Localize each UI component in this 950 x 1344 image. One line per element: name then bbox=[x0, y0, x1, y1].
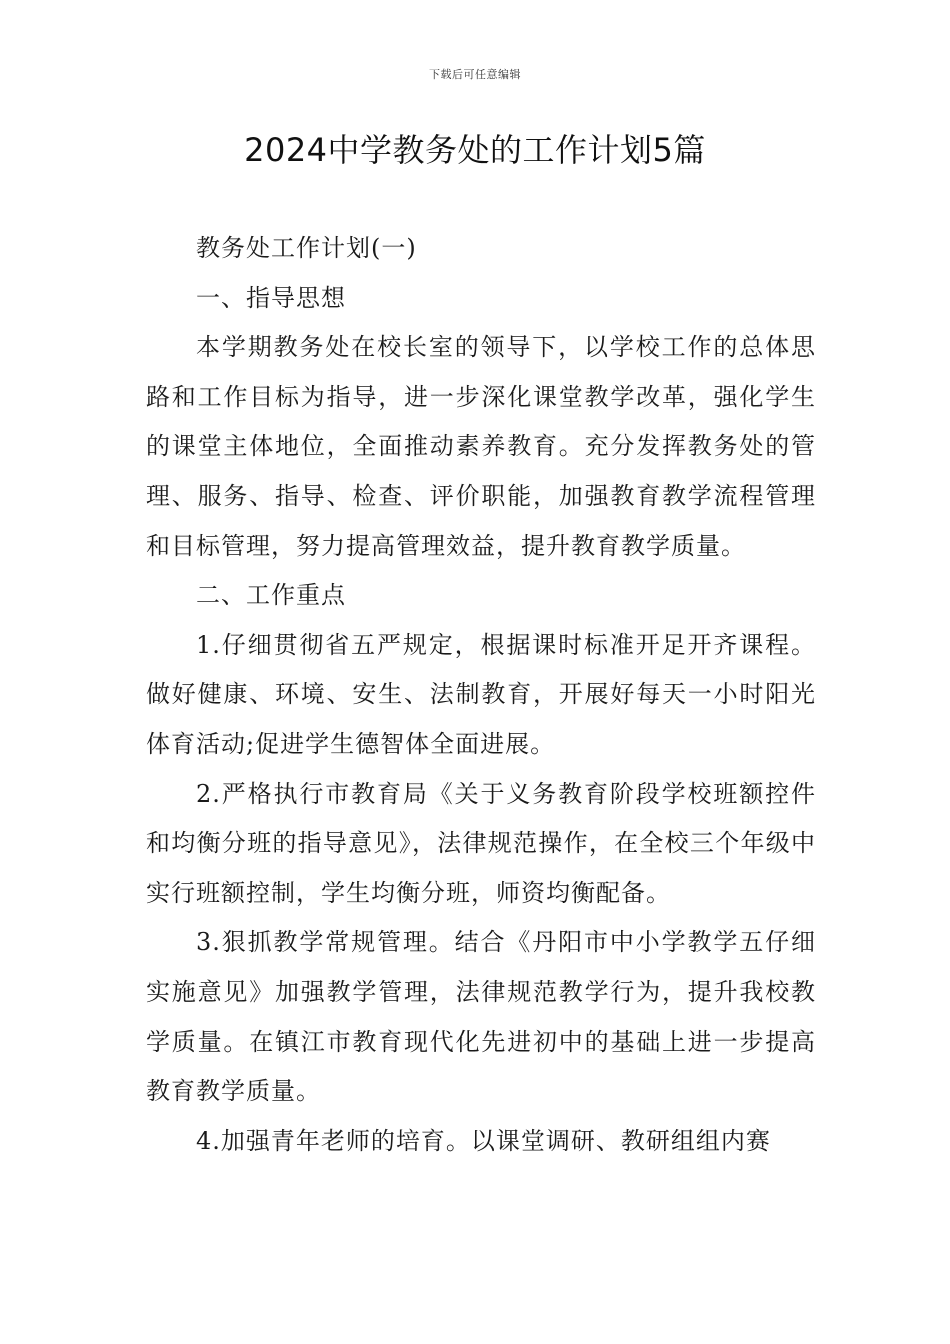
header-note: 下载后可任意编辑 bbox=[429, 68, 521, 81]
section-heading-guiding-thought: 一、指导思想 bbox=[196, 283, 346, 312]
paragraph-item-2: 2.严格执行市教育局《关于义务教育阶段学校班额控件和均衡分班的指导意见》，法律规范操作，在全校三个年级中实行班额控制，学生均衡分班，师资均衡配备。 bbox=[146, 779, 816, 907]
paragraph-guiding-thought: 本学期教务处在校长室的领导下，以学校工作的总体思路和工作目标为指导，进一步深化课堂教学改革，强化学生的课堂主体地位，全面推动素养教育。充分发挥教务处的管理、服务、指导、检查、评价职能，加强教育教学流程管理和目标管理，努力提高管理效益，提升教育教学质量。 bbox=[146, 333, 816, 560]
section-heading-work-focus: 二、工作重点 bbox=[196, 581, 346, 610]
paragraph-item-3: 3.狠抓教学常规管理。结合《丹阳市中小学教学五仔细实施意见》加强教学管理，法律规范教学行为，提升我校教学质量。在镇江市教育现代化先进初中的基础上进一步提高教育教学质量。 bbox=[146, 928, 816, 1106]
paragraph-item-4: 4.加强青年老师的培育。以课堂调研、教研组组内赛 bbox=[196, 1126, 771, 1155]
document-body bbox=[146, 224, 816, 1166]
section-heading-plan-one: 教务处工作计划(一) bbox=[196, 234, 417, 262]
document-title: 2024中学教务处的工作计划5篇 bbox=[244, 131, 706, 169]
paragraph-item-1: 1.仔细贯彻省五严规定，根据课时标准开足开齐课程。做好健康、环境、安生、法制教育，开展好每天一小时阳光体育活动;促进学生德智体全面进展。 bbox=[146, 630, 816, 758]
